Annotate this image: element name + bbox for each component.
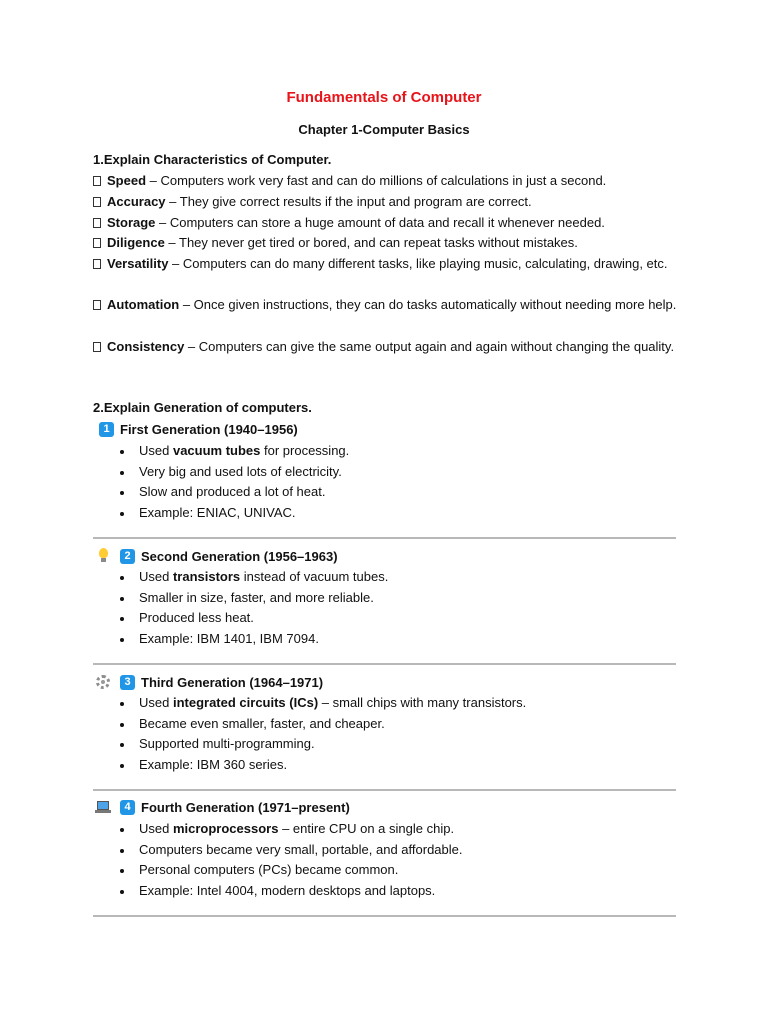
list-item: Produced less heat. (120, 608, 680, 629)
characteristic-line (93, 295, 683, 316)
list-item: Example: Intel 4004, modern desktops and laptops. (120, 881, 680, 902)
keycap-number-icon: 3 (120, 675, 135, 690)
characteristic-text: – They never get tired or bored, and can repeat tasks without mistakes. (164, 235, 578, 250)
characteristic-text: – Computers can give the same output again and again without changing the quality. (184, 339, 675, 354)
characteristic-text: – Computers work very fast and can do millions of calculations in just a second. (146, 173, 607, 188)
keycap-number-icon: 4 (120, 800, 135, 815)
generation-heading (99, 422, 298, 437)
missing-glyph-icon (93, 300, 101, 310)
characteristic-term: Accuracy (107, 194, 166, 209)
document-title: Fundamentals of Computer (286, 89, 482, 106)
generation-title: Second Generation (1956–1963) (141, 548, 338, 564)
characteristic-text: – Computers can store a huge amount of data and recall it whenever needed. (155, 215, 605, 230)
generation-bullet-list (120, 441, 680, 524)
missing-glyph-icon (93, 342, 101, 352)
generation-bullet-list (120, 693, 680, 776)
generation-heading (95, 674, 323, 690)
characteristic-term: Diligence (107, 235, 165, 250)
list-item: Slow and produced a lot of heat. (120, 482, 680, 503)
gear-icon (95, 674, 111, 690)
characteristic-line (93, 192, 683, 213)
list-item: Very big and used lots of electricity. (120, 462, 680, 483)
missing-glyph-icon (93, 238, 101, 248)
missing-glyph-icon (93, 197, 101, 207)
list-item: Example: ENIAC, UNIVAC. (120, 503, 680, 524)
list-item: Computers became very small, portable, and affordable. (120, 840, 680, 861)
list-item: Used microprocessors – entire CPU on a single chip. (120, 819, 680, 840)
chapter-heading: Chapter 1-Computer Basics (298, 122, 470, 137)
list-item: Example: IBM 1401, IBM 7094. (120, 629, 680, 650)
list-item: Personal computers (PCs) became common. (120, 860, 680, 881)
keycap-number-icon: 1 (99, 422, 114, 437)
generation-heading (95, 548, 338, 564)
characteristic-term: Versatility (107, 256, 169, 271)
list-item: Used transistors instead of vacuum tubes. (120, 567, 680, 588)
horizontal-rule (93, 789, 676, 791)
characteristic-term: Storage (107, 215, 156, 230)
horizontal-rule (93, 915, 676, 917)
list-item: Example: IBM 360 series. (120, 755, 680, 776)
characteristic-text: – They give correct results if the input and program are correct. (165, 194, 532, 209)
generation-title: Fourth Generation (1971–present) (141, 799, 350, 815)
characteristic-line (93, 171, 683, 192)
generation-heading (95, 799, 350, 815)
generation-bullet-list (120, 819, 680, 902)
characteristic-line (93, 337, 683, 358)
list-item: Supported multi-programming. (120, 734, 680, 755)
characteristic-text: – Computers can do many different tasks, like playing music, calculating, drawing, etc. (168, 256, 668, 271)
horizontal-rule (93, 663, 676, 665)
characteristic-line (93, 213, 683, 234)
missing-glyph-icon (93, 259, 101, 269)
keycap-number-icon: 2 (120, 549, 135, 564)
question-2-heading: 2.Explain Generation of computers. (93, 400, 312, 415)
question-1-heading: 1.Explain Characteristics of Computer. (93, 152, 332, 167)
missing-glyph-icon (93, 176, 101, 186)
list-item: Became even smaller, faster, and cheaper. (120, 714, 680, 735)
generation-bullet-list (120, 567, 680, 650)
characteristic-line (93, 233, 683, 254)
laptop-icon (95, 799, 111, 815)
characteristic-text: – Once given instructions, they can do tasks automatically without needing more help. (179, 297, 677, 312)
lightbulb-icon (95, 548, 111, 564)
generation-title: Third Generation (1964–1971) (141, 674, 324, 690)
list-item: Used integrated circuits (ICs) – small chips with many transistors. (120, 693, 680, 714)
list-item: Used vacuum tubes for processing. (120, 441, 680, 462)
characteristic-line (93, 254, 683, 275)
missing-glyph-icon (93, 218, 101, 228)
characteristic-term: Speed (107, 173, 147, 188)
characteristic-term: Consistency (107, 339, 185, 354)
generation-title: First Generation (1940–1956) (120, 422, 298, 437)
horizontal-rule (93, 537, 676, 539)
list-item: Smaller in size, faster, and more reliable. (120, 588, 680, 609)
characteristic-term: Automation (107, 297, 180, 312)
